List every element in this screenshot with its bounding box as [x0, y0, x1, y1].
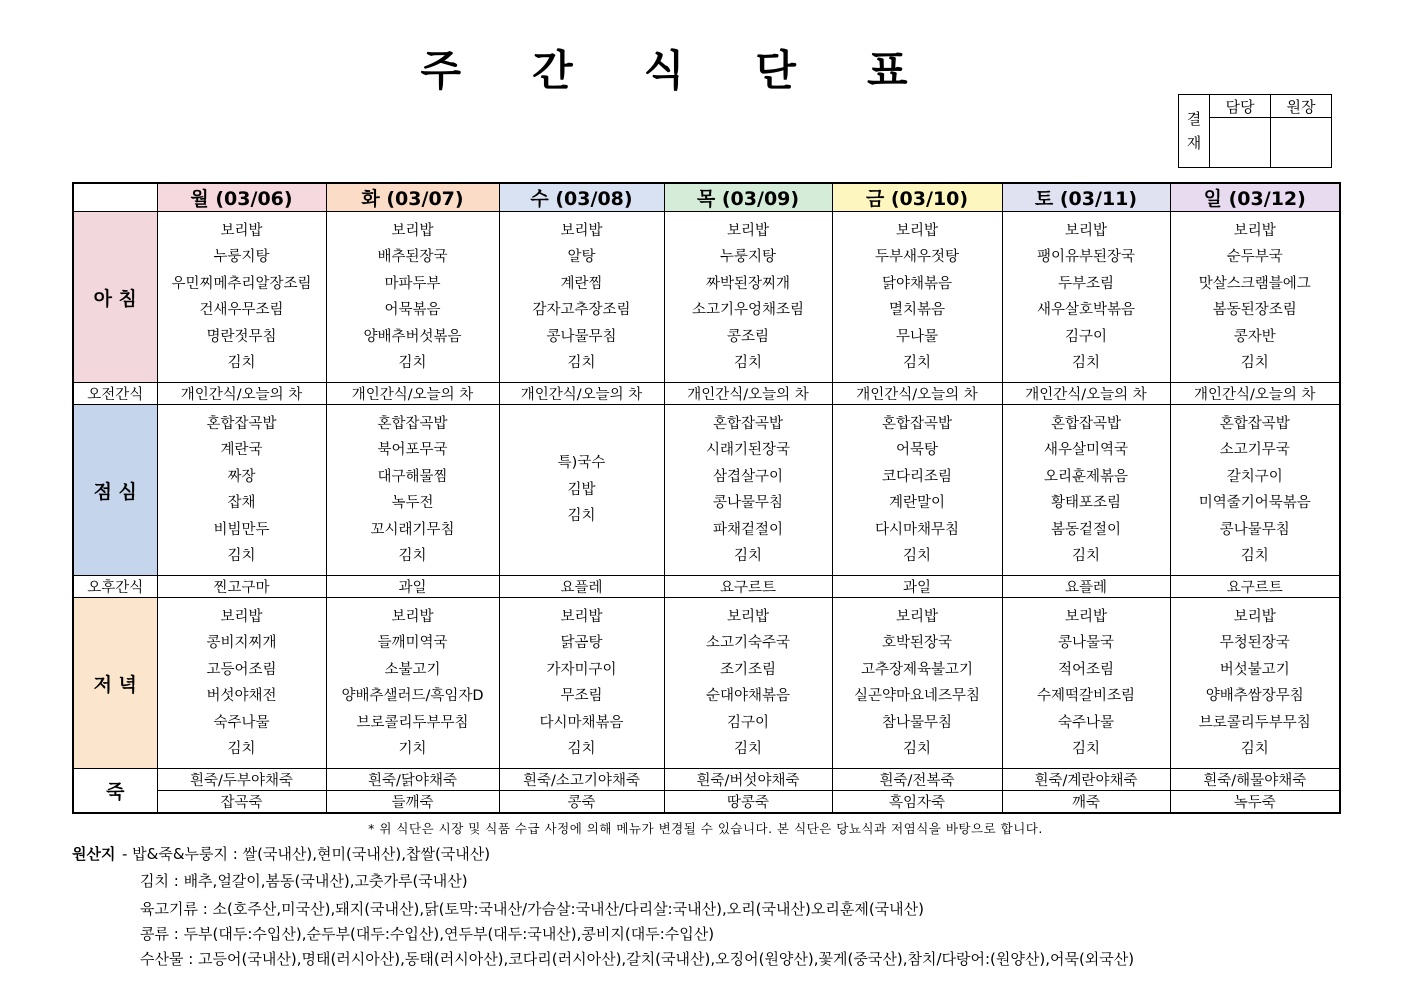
menu-item: 녹두전	[391, 495, 434, 511]
breakfast-cell	[499, 212, 664, 383]
menu-item: 무청된장국	[1219, 635, 1290, 651]
menu-item: 김치	[902, 741, 931, 757]
breakfast-label: 아 침	[73, 212, 157, 383]
menu-item: 김밥	[567, 481, 596, 498]
morning-snack-row	[73, 383, 1340, 405]
menu-item: 고등어조림	[206, 661, 277, 678]
menu-item: 브로콜리두부무침	[1198, 714, 1311, 731]
dinner-row	[73, 598, 1340, 769]
menu-item: 혼합잡곡밥	[712, 415, 784, 432]
page-title	[0, 38, 1330, 98]
menu-item: 시래기된장국	[705, 442, 791, 458]
menu-item: 보리밥	[895, 222, 939, 239]
day-header: 일 (03/12)	[1170, 183, 1340, 212]
dinner-cell	[1002, 598, 1170, 769]
menu-item: 김치	[733, 355, 762, 371]
menu-item: 숙주나물	[213, 714, 270, 731]
menu-item: 비빔만두	[213, 521, 270, 538]
title-char: 표	[866, 46, 910, 95]
menu-item: 보리밥	[220, 222, 263, 239]
breakfast-cell	[1002, 212, 1170, 383]
menu-item: 보리밥	[560, 608, 603, 625]
menu-item: 김치	[567, 508, 596, 525]
approval-label: 결재	[1179, 95, 1210, 168]
menu-item: 혼합잡곡밥	[206, 415, 277, 432]
porridge-cell: 흰죽/전복죽	[832, 769, 1002, 791]
menu-item: 닭야채볶음	[881, 275, 953, 292]
porridge-label: 죽	[73, 769, 157, 814]
menu-item: 들깨미역국	[377, 635, 448, 651]
approval-col-manager: 담당	[1210, 95, 1271, 118]
menu-item: 브로콜리두부무침	[356, 714, 469, 731]
title-char: 식	[643, 46, 687, 95]
breakfast-cell	[832, 212, 1002, 383]
menu-item: 김치	[902, 355, 931, 371]
corner-cell	[73, 183, 157, 212]
menu-item: 보리밥	[726, 608, 770, 625]
menu-item: 김치	[398, 355, 427, 371]
porridge-cell: 흰죽/소고기야채죽	[499, 769, 664, 791]
afternoon-snack-cell: 과일	[326, 576, 499, 598]
menu-item: 건새우무조림	[199, 302, 284, 318]
menu-item: 김치	[902, 548, 931, 564]
lunch-cell	[499, 405, 664, 576]
menu-item: 김치	[1240, 741, 1269, 757]
morning-snack-cell: 개인간식/오늘의 차	[499, 383, 664, 405]
menu-item: 실곤약마요네즈무침	[853, 688, 981, 704]
menu-item: 짜장	[227, 468, 256, 485]
menu-item: 김치	[227, 741, 256, 757]
menu-item: 소고기우엉채조림	[691, 302, 805, 318]
menu-item: 두부새우젓탕	[874, 249, 960, 265]
menu-item: 순대야채볶음	[705, 688, 791, 704]
menu-item: 황태포조림	[1050, 495, 1122, 511]
morning-snack-cell: 개인간식/오늘의 차	[1002, 383, 1170, 405]
menu-item: 소고기무국	[1219, 442, 1290, 458]
menu-item: 소고기숙주국	[705, 635, 791, 651]
origin-line-grain: - 밥&죽&누룽지 : 쌀(국내산),현미(국내산),찹쌀(국내산)	[122, 845, 491, 863]
menu-item: 두부조림	[1057, 275, 1115, 292]
menu-item: 콩나물무침	[1219, 521, 1290, 538]
breakfast-cell	[326, 212, 499, 383]
porridge-cell: 흑임자죽	[832, 791, 1002, 814]
menu-item: 김치	[1071, 548, 1100, 564]
menu-item: 마파두부	[384, 275, 441, 292]
lunch-row	[73, 405, 1340, 576]
menu-item: 보리밥	[726, 222, 770, 239]
dinner-cell	[664, 598, 832, 769]
menu-item: 혼합잡곡밥	[881, 415, 953, 432]
title-char: 주	[420, 46, 464, 95]
menu-item: 버섯야채전	[206, 688, 277, 704]
menu-item: 버섯불고기	[1219, 661, 1290, 678]
morning-snack-label: 오전간식	[73, 383, 157, 405]
menu-item: 짜박된장찌개	[705, 275, 791, 292]
approval-col-director: 원장	[1271, 95, 1332, 118]
menu-item: 보리밥	[220, 608, 263, 625]
menu-item: 수제떡갈비조림	[1036, 688, 1136, 704]
menu-item: 계란국	[220, 442, 263, 458]
menu-item: 누룽지탕	[213, 249, 270, 265]
menu-item: 기치	[398, 741, 427, 757]
afternoon-snack-cell: 요구르트	[664, 576, 832, 598]
menu-item: 맛살스크램블에그	[1198, 275, 1311, 292]
menu-item: 김치	[1240, 355, 1269, 371]
dinner-cell	[326, 598, 499, 769]
lunch-cell	[832, 405, 1002, 576]
menu-item: 알탕	[567, 249, 596, 265]
origin-line-seafood: 수산물 : 고등어(국내산),명태(러시아산),동태(러시아산),코다리(러시아산),갈치(국내산),오징어(원양산),꽃게(중국산),참치/다랑어:(원양산),어묵(외국산)	[140, 950, 1135, 968]
menu-item: 새우살호박볶음	[1036, 302, 1136, 318]
porridge-cell: 흰죽/두부야채죽	[157, 769, 326, 791]
menu-item: 콩조림	[726, 328, 770, 345]
menu-item: 양배추버섯볶음	[363, 328, 462, 345]
menu-item: 고추장제육불고기	[860, 661, 974, 678]
dinner-label: 저 녁	[73, 598, 157, 769]
menu-item: 김치	[227, 355, 256, 371]
menu-item: 잡채	[227, 495, 256, 511]
morning-snack-cell: 개인간식/오늘의 차	[664, 383, 832, 405]
dinner-cell	[157, 598, 326, 769]
menu-item: 오리훈제볶음	[1043, 468, 1129, 485]
porridge-cell: 땅콩죽	[664, 791, 832, 814]
menu-item: 김치	[1071, 741, 1100, 757]
day-header: 토 (03/11)	[1002, 183, 1170, 212]
menu-item: 콩비지찌개	[206, 635, 277, 651]
lunch-label: 점 심	[73, 405, 157, 576]
lunch-cell	[157, 405, 326, 576]
porridge-cell: 들깨죽	[326, 791, 499, 814]
menu-item: 감자고추장조림	[532, 302, 631, 318]
lunch-cell	[1002, 405, 1170, 576]
afternoon-snack-cell: 요구르트	[1170, 576, 1340, 598]
porridge-cell: 깨죽	[1002, 791, 1170, 814]
menu-item: 참나물무침	[881, 714, 953, 731]
menu-item: 김치	[1240, 548, 1269, 564]
day-header: 금 (03/10)	[832, 183, 1002, 212]
porridge-cell: 잡곡죽	[157, 791, 326, 814]
menu-item: 김치	[1071, 355, 1100, 371]
dinner-cell	[499, 598, 664, 769]
menu-item: 다시마채볶음	[539, 714, 624, 731]
menu-item: 명란젓무침	[206, 328, 277, 345]
menu-item: 보리밥	[1233, 222, 1276, 239]
lunch-cell	[326, 405, 499, 576]
menu-item: 콩나물무침	[546, 328, 617, 345]
menu-item: 우민찌메추리알장조림	[171, 275, 312, 292]
menu-item: 특)국수	[557, 455, 606, 472]
menu-item: 콩나물국	[1057, 635, 1115, 651]
menu-item: 보리밥	[1233, 608, 1276, 625]
origin-line-meat: 육고기류 : 소(호주산,미국산),돼지(국내산),닭(토막:국내산/가슴살:국내산/다리살:국내산),오리(국내산)오리훈제(국내산)	[140, 900, 924, 918]
breakfast-cell	[157, 212, 326, 383]
menu-item: 코다리조림	[881, 468, 953, 485]
menu-item: 봄동된장조림	[1212, 302, 1297, 318]
menu-item: 어묵볶음	[384, 302, 441, 318]
menu-item: 북어포무국	[377, 442, 448, 458]
day-header-row	[73, 183, 1340, 212]
menu-item: 보리밥	[895, 608, 939, 625]
menu-item: 보리밥	[560, 222, 603, 239]
signature-manager[interactable]	[1210, 118, 1271, 168]
origin-line-kimchi: 김치 : 배추,얼갈이,봄동(국내산),고춧가루(국내산)	[140, 872, 468, 890]
menu-item: 새우살미역국	[1043, 442, 1129, 458]
menu-item: 가자미구이	[546, 661, 617, 678]
porridge-cell: 콩죽	[499, 791, 664, 814]
day-header: 화 (03/07)	[326, 183, 499, 212]
menu-item: 봄동겉절이	[1050, 521, 1122, 538]
menu-item: 보리밥	[391, 608, 434, 625]
menu-item: 갈치구이	[1226, 468, 1283, 485]
menu-item: 혼합잡곡밥	[377, 415, 448, 432]
menu-item: 김치	[567, 741, 596, 757]
afternoon-snack-cell: 요플레	[1002, 576, 1170, 598]
menu-item: 무나물	[895, 328, 939, 345]
menu-item: 배추된장국	[377, 249, 448, 265]
menu-item: 누룽지탕	[719, 249, 777, 265]
morning-snack-cell: 개인간식/오늘의 차	[832, 383, 1002, 405]
menu-item: 혼합잡곡밥	[1050, 415, 1122, 432]
day-header: 월 (03/06)	[157, 183, 326, 212]
porridge-row	[73, 769, 1340, 791]
title-char: 간	[532, 46, 575, 95]
breakfast-cell	[664, 212, 832, 383]
menu-item: 보리밥	[1064, 222, 1108, 239]
porridge-cell: 흰죽/해물야채죽	[1170, 769, 1340, 791]
afternoon-snack-cell: 찐고구마	[157, 576, 326, 598]
weekly-menu-table	[72, 182, 1341, 814]
menu-item: 양배추쌈장무침	[1205, 688, 1304, 704]
porridge-cell: 흰죽/버섯야채죽	[664, 769, 832, 791]
menu-item: 다시마채무침	[874, 521, 960, 538]
porridge-row	[73, 791, 1340, 814]
menu-item: 미역줄기어묵볶음	[1198, 495, 1311, 511]
menu-item: 계란말이	[888, 495, 946, 511]
day-header: 수 (03/08)	[499, 183, 664, 212]
afternoon-snack-row	[73, 576, 1340, 598]
menu-item: 콩나물무침	[712, 495, 784, 511]
menu-item: 양배추샐러드/흑임자D	[341, 688, 484, 704]
menu-item: 보리밥	[391, 222, 434, 239]
menu-item: 김치	[227, 548, 256, 564]
approval-box	[1178, 94, 1332, 168]
origin-head: 원산지	[72, 845, 116, 863]
menu-item: 김치	[733, 741, 762, 757]
afternoon-snack-cell: 요플레	[499, 576, 664, 598]
menu-item: 호박된장국	[881, 635, 953, 651]
breakfast-cell	[1170, 212, 1340, 383]
menu-item: 김치	[733, 548, 762, 564]
lunch-cell	[1170, 405, 1340, 576]
menu-item: 파채겉절이	[712, 521, 784, 538]
menu-item: 삼겹살구이	[712, 468, 784, 485]
menu-item: 보리밥	[1064, 608, 1108, 625]
signature-director[interactable]	[1271, 118, 1332, 168]
day-header: 목 (03/09)	[664, 183, 832, 212]
menu-item: 어묵탕	[895, 442, 939, 458]
menu-item: 순두부국	[1226, 249, 1283, 265]
menu-item: 대구해물찜	[377, 468, 448, 485]
dinner-cell	[1170, 598, 1340, 769]
menu-item: 김치	[398, 548, 427, 564]
menu-item: 닭곰탕	[560, 635, 603, 651]
afternoon-snack-label: 오후간식	[73, 576, 157, 598]
origin-line-beans: 콩류 : 두부(대두:수입산),순두부(대두:수입산),연두부(대두:국내산),콩비지(대두:수입산)	[140, 925, 715, 943]
menu-item: 꼬시래기무침	[370, 521, 455, 538]
menu-item: 멸치볶음	[888, 302, 946, 318]
menu-item: 팽이유부된장국	[1036, 249, 1136, 265]
dinner-cell	[832, 598, 1002, 769]
menu-item: 혼합잡곡밥	[1219, 415, 1290, 432]
lunch-cell	[664, 405, 832, 576]
menu-item: 콩자반	[1233, 328, 1276, 345]
porridge-cell: 흰죽/계란야채죽	[1002, 769, 1170, 791]
porridge-cell: 흰죽/닭야채죽	[326, 769, 499, 791]
morning-snack-cell: 개인간식/오늘의 차	[326, 383, 499, 405]
menu-item: 김구이	[726, 714, 770, 731]
porridge-cell: 녹두죽	[1170, 791, 1340, 814]
breakfast-row	[73, 212, 1340, 383]
morning-snack-cell: 개인간식/오늘의 차	[1170, 383, 1340, 405]
menu-item: 조기조림	[719, 661, 777, 678]
menu-item: 김구이	[1064, 328, 1108, 345]
menu-item: 무조림	[560, 688, 603, 704]
morning-snack-cell: 개인간식/오늘의 차	[157, 383, 326, 405]
menu-item: 계란찜	[560, 275, 603, 292]
notice-text: * 위 식단은 시장 및 식품 수급 사정에 의해 메뉴가 변경될 수 있습니다. 본 식단은 당뇨식과 저염식을 바탕으로 합니다.	[368, 821, 1043, 836]
menu-item: 숙주나물	[1057, 714, 1115, 731]
menu-item: 김치	[567, 355, 596, 371]
menu-item: 소불고기	[384, 661, 441, 678]
title-char: 단	[755, 46, 798, 95]
afternoon-snack-cell: 과일	[832, 576, 1002, 598]
menu-item: 적어조림	[1057, 661, 1115, 678]
